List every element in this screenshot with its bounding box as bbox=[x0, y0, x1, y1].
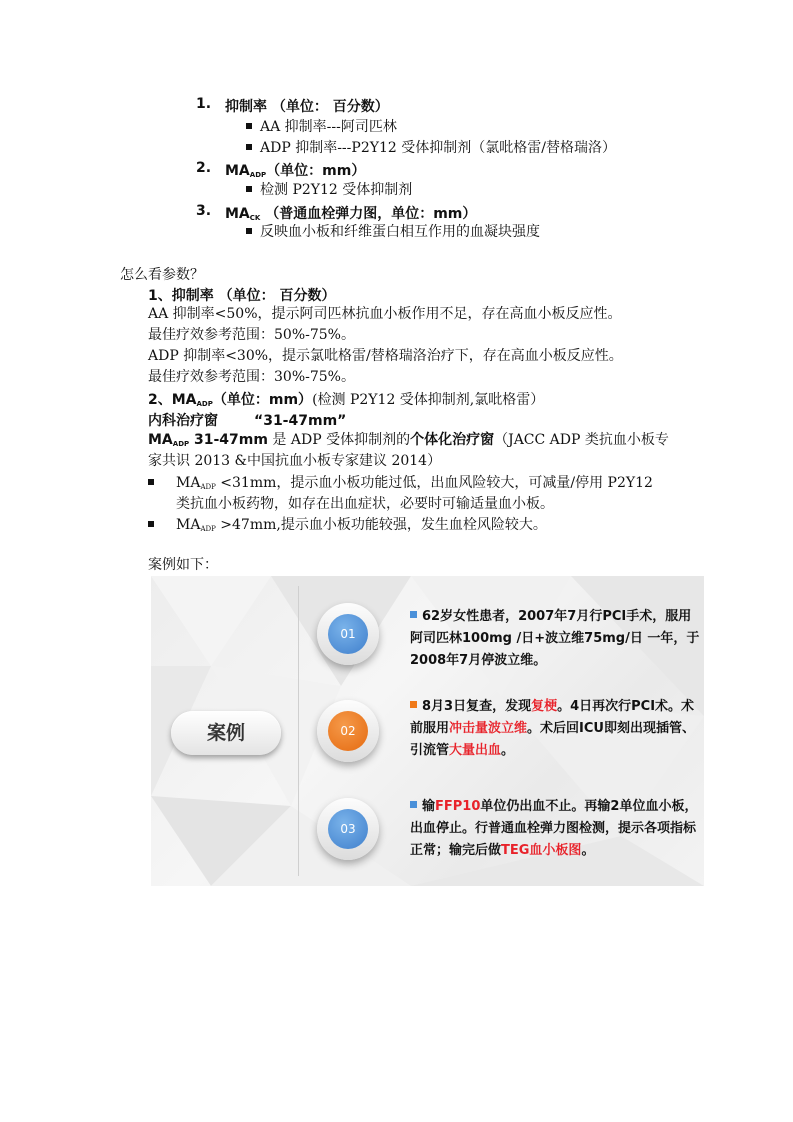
treatment-window-label bbox=[148, 410, 346, 430]
step-text: 8月3日复查，发现 bbox=[422, 699, 532, 714]
step-text: 单位仍出血不止。再输2单位血小板，出血停止。行普通血栓弹力图检测，提示各项指标正常；输完后做 bbox=[410, 799, 698, 858]
list-item-2-number: 2. bbox=[196, 160, 212, 176]
list-item-1-number: 1. bbox=[196, 96, 212, 112]
step-3-text bbox=[410, 796, 700, 862]
bullet-square-icon bbox=[246, 186, 252, 192]
def-text: 是 ADP 受体抑制剂的 bbox=[267, 432, 411, 448]
param-2-title bbox=[148, 389, 544, 409]
window-label: 内科治疗窗 bbox=[148, 413, 218, 429]
list-item-2-title bbox=[225, 160, 365, 180]
param-1-line-1: AA 抑制率<50%，提示阿司匹林抗血小板作用不足，存在高血小板反应性。 bbox=[148, 306, 622, 322]
step-1-number: 01 bbox=[328, 614, 368, 654]
ma-text: MA bbox=[148, 432, 173, 448]
step-2-marker bbox=[317, 700, 379, 762]
blue-square-icon bbox=[410, 801, 417, 808]
sub-text: AA 抑制率---阿司匹林 bbox=[260, 119, 397, 135]
case-label-pill: 案例 bbox=[171, 711, 281, 755]
note-text: (检测 P2Y12 受体抑制剂,氯吡格雷） bbox=[312, 392, 545, 408]
step-text: 。术后回ICU即刻出现插管、引流管 bbox=[410, 721, 695, 758]
unit-text: （普通血栓弹力图，单位：mm） bbox=[260, 206, 477, 222]
step-text: 输 bbox=[422, 799, 436, 814]
list-item-1-sub-1 bbox=[246, 117, 397, 138]
ma-text: MA bbox=[225, 163, 250, 179]
list-item-3-sub-1 bbox=[246, 222, 540, 243]
ma-subscript: CK bbox=[249, 214, 261, 222]
list-item-1-title: 抑制率 （单位： 百分数） bbox=[225, 99, 389, 115]
case-intro: 案例如下： bbox=[148, 557, 218, 573]
window-value: “31-47mm” bbox=[254, 413, 347, 429]
list-item-3-title bbox=[225, 203, 476, 223]
step-1-marker bbox=[317, 603, 379, 665]
param-1-line-2: 最佳疗效参考范围：50%-75%。 bbox=[148, 327, 355, 343]
list-item-1-sub-2 bbox=[246, 138, 616, 159]
bullet-square-icon bbox=[148, 521, 154, 527]
bullet-1-line-2: 类抗血小板药物，如存在出血症状，必要时可输适量血小板。 bbox=[176, 496, 554, 512]
step-3-marker bbox=[317, 798, 379, 860]
step-highlight: FFP10 bbox=[435, 799, 481, 814]
orange-square-icon bbox=[410, 701, 417, 708]
ma-subscript: ADP bbox=[249, 171, 267, 179]
sub-text: ADP 抑制率---P2Y12 受体抑制剂（氯吡格雷/替格瑞洛） bbox=[260, 140, 616, 156]
unit-text: （单位：mm） bbox=[266, 163, 366, 179]
ma-text: MA bbox=[176, 475, 201, 491]
bullet-text: >47mm,提示血小板功能较强，发生血栓风险较大。 bbox=[215, 517, 547, 533]
bullet-2-line-1 bbox=[148, 515, 547, 540]
ma-subscript: ADP bbox=[172, 440, 190, 448]
step-2-text bbox=[410, 696, 700, 762]
case-figure bbox=[151, 576, 704, 886]
blue-square-icon bbox=[410, 611, 417, 618]
step-text: 。 bbox=[581, 843, 595, 858]
list-item-2-sub-1 bbox=[246, 180, 412, 201]
sub-text: 检测 P2Y12 受体抑制剂 bbox=[260, 182, 413, 198]
param-1-title: 1、抑制率 （单位： 百分数） bbox=[148, 288, 336, 304]
ma-subscript: ADP bbox=[200, 483, 216, 491]
bullet-square-icon bbox=[246, 144, 252, 150]
step-highlight: 大量出血 bbox=[449, 743, 502, 758]
range-text: 31-47mm bbox=[189, 432, 268, 448]
step-3-number: 03 bbox=[328, 809, 368, 849]
ma-subscript: ADP bbox=[196, 400, 213, 408]
step-text: 。 bbox=[501, 743, 515, 758]
bullet-square-icon bbox=[246, 228, 252, 234]
title-text: 2、MA bbox=[148, 392, 197, 408]
step-text: 。4日再次行PCI术。术前服用 bbox=[410, 699, 695, 736]
step-2-number: 02 bbox=[328, 711, 368, 751]
step-highlight: 冲击量波立维 bbox=[449, 721, 528, 736]
step-text: 62岁女性患者，2007年7月行PCI手术，服用阿司匹林100mg /日+波立维75mg/日 一年，于2008年7月停波立维。 bbox=[410, 609, 700, 668]
unit-text: （单位：mm） bbox=[212, 392, 313, 408]
ma-text: MA bbox=[176, 517, 201, 533]
step-highlight: TEG血小板图 bbox=[501, 843, 582, 858]
bullet-text: <31mm，提示血小板功能过低，出血风险较大，可减量/停用 P2Y12 bbox=[215, 475, 653, 491]
param-1-line-3: ADP 抑制率<30%，提示氯吡格雷/替格瑞洛治疗下，存在高血小板反应性。 bbox=[148, 348, 623, 364]
sub-text: 反映血小板和纤维蛋白相互作用的血凝块强度 bbox=[260, 224, 540, 240]
list-item-3-number: 3. bbox=[196, 203, 212, 219]
param-1-line-4: 最佳疗效参考范围：30%-75%。 bbox=[148, 369, 355, 385]
step-highlight: 复梗 bbox=[531, 699, 558, 714]
definition-line-2: 家共识 2013 &中国抗血小板专家建议 2014） bbox=[148, 453, 442, 469]
ma-subscript: ADP bbox=[200, 525, 216, 533]
section-heading: 怎么看参数？ bbox=[120, 267, 204, 283]
bullet-square-icon bbox=[148, 479, 154, 485]
step-1-text bbox=[410, 606, 700, 672]
ma-text: MA bbox=[225, 206, 250, 222]
def-bold: 个体化治疗窗 bbox=[410, 432, 495, 448]
bullet-square-icon bbox=[246, 123, 252, 129]
timeline-line bbox=[298, 586, 299, 876]
def-text-2: （JACC ADP 类抗血小板专 bbox=[494, 432, 669, 448]
